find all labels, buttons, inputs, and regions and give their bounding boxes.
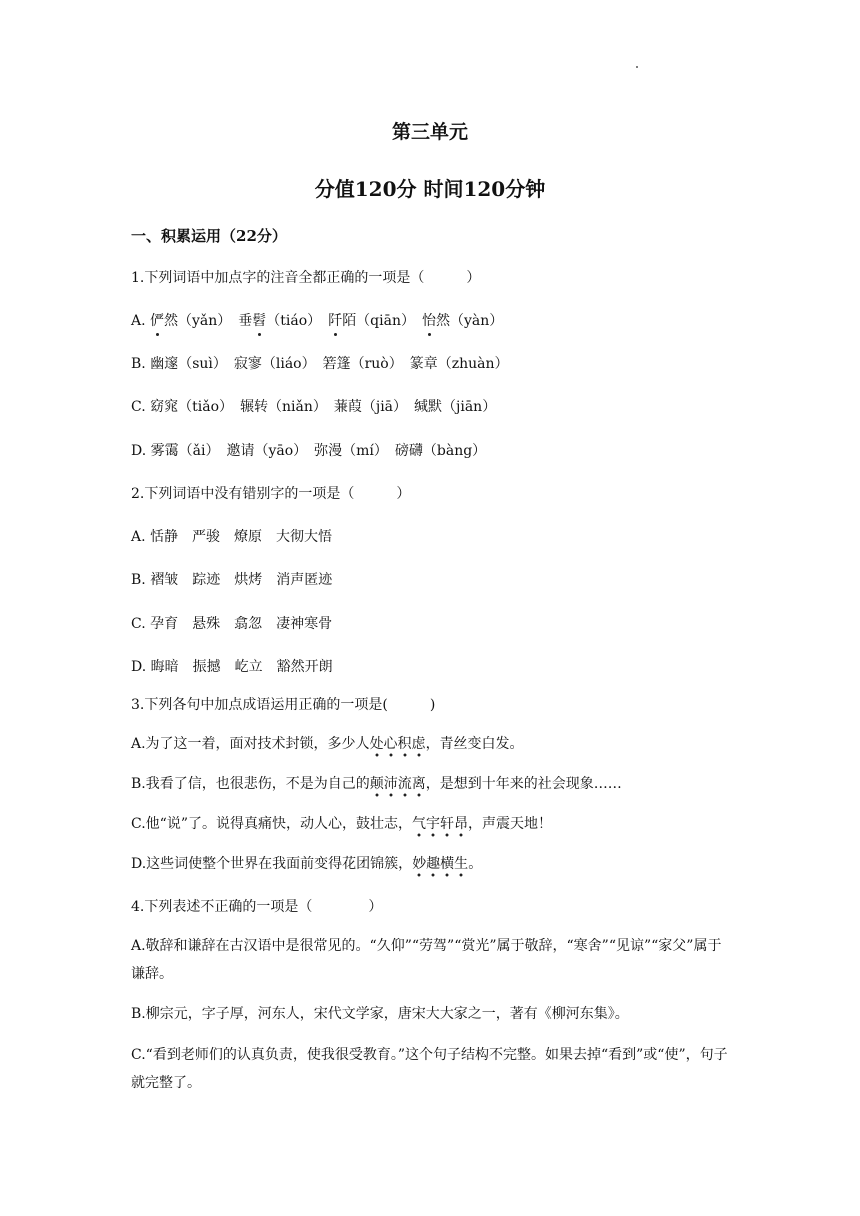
option-text: 然（yǎn） [164,313,225,329]
dotted-idiom: 妙趣横生 [412,856,468,877]
question-2-stem: 2.下列词语中没有错别字的一项是（ ） [131,486,411,502]
question-3-option-a [131,734,524,754]
dotted-char: 髫 [252,313,267,329]
dotted-char: 阡 [328,313,343,329]
question-1-option-c: C. 窈窕（tiǎo） 辗转（niǎn） 蒹葭（jiā） 缄默（jiān） [131,399,497,415]
question-3-option-d [131,854,482,874]
score-time-subtitle: 分值120分 时间120分钟 [314,177,546,201]
question-2-option-b: B. 褶皱 踪迹 烘烤 消声匿迹 [131,572,333,588]
section-heading: 一、积累运用（22分） [131,227,287,245]
question-1-option-a [131,311,503,331]
dotted-char: 俨 [150,313,165,329]
stray-mark [636,66,638,68]
question-4-option-a: A.敬辞和谦辞在古汉语中是很常见的。“久仰”“劳驾”“赏光”属于敬辞，“寒舍”“见谅”“家父”属于谦辞。 [131,938,722,982]
option-text: ，是想到十年来的社会现象…… [425,776,622,792]
option-text: 陌（qiān） [342,313,408,329]
dotted-idiom: 气宇轩昂 [412,816,468,837]
question-4-option-b: B.柳宗元，字子厚，河东人，宋代文学家，唐宋大大家之一，著有《柳河东集》。 [131,1006,629,1022]
question-4-stem: 4.下列表述不正确的一项是（ ） [131,899,383,915]
question-1-option-b: B. 幽邃（suì） 寂寥（liáo） 箬篷（ruò） 篆章（zhuàn） [131,356,509,372]
option-text: 然（yàn） [436,313,504,329]
unit-title: 第三单元 [391,121,468,143]
question-3-option-b [131,774,622,794]
option-text: ，青丝变白发。 [425,736,524,752]
question-1-stem: 1.下列词语中加点字的注音全都正确的一项是（ ） [131,270,481,286]
question-1-option-d: D. 雾霭（ǎi） 邀请（yāo） 弥漫（mí） 磅礴（bàng） [131,443,487,459]
option-text: 垂 [238,313,253,329]
option-text: D.这些词使整个世界在我面前变得花团锦簇， [131,856,413,872]
dotted-idiom: 颠沛流离 [370,776,426,797]
question-2-option-c: C. 孕育 悬殊 翕忽 凄神寒骨 [131,616,333,632]
question-2-option-a: A. 恬静 严骏 燎原 大彻大悟 [131,529,333,545]
question-4-option-c: C.“看到老师们的认真负责，使我很受教育。”这个句子结构不完整。如果去掉“看到”或“使”，句子就完整了。 [131,1047,728,1091]
option-text: B.我看了信，也很悲伤，不是为自己的 [131,776,370,792]
option-text: 。 [468,856,483,872]
question-3-stem: 3.下列各句中加点成语运用正确的一项是( ) [131,697,436,713]
option-text: ，声震天地！ [467,816,552,832]
dotted-idiom: 处心积虑 [370,736,426,757]
option-a-label: A. [131,313,151,329]
option-text: A.为了这一着，面对技术封锁，多少人 [131,736,370,752]
option-text: C.他“说”了。说得真痛快，动人心，鼓壮志， [131,816,412,832]
option-text: （tiáo） [266,313,315,329]
question-2-option-d: D. 晦暗 振撼 屹立 豁然开朗 [131,659,333,675]
question-3-option-c [131,814,552,834]
dotted-char: 怡 [422,313,436,329]
